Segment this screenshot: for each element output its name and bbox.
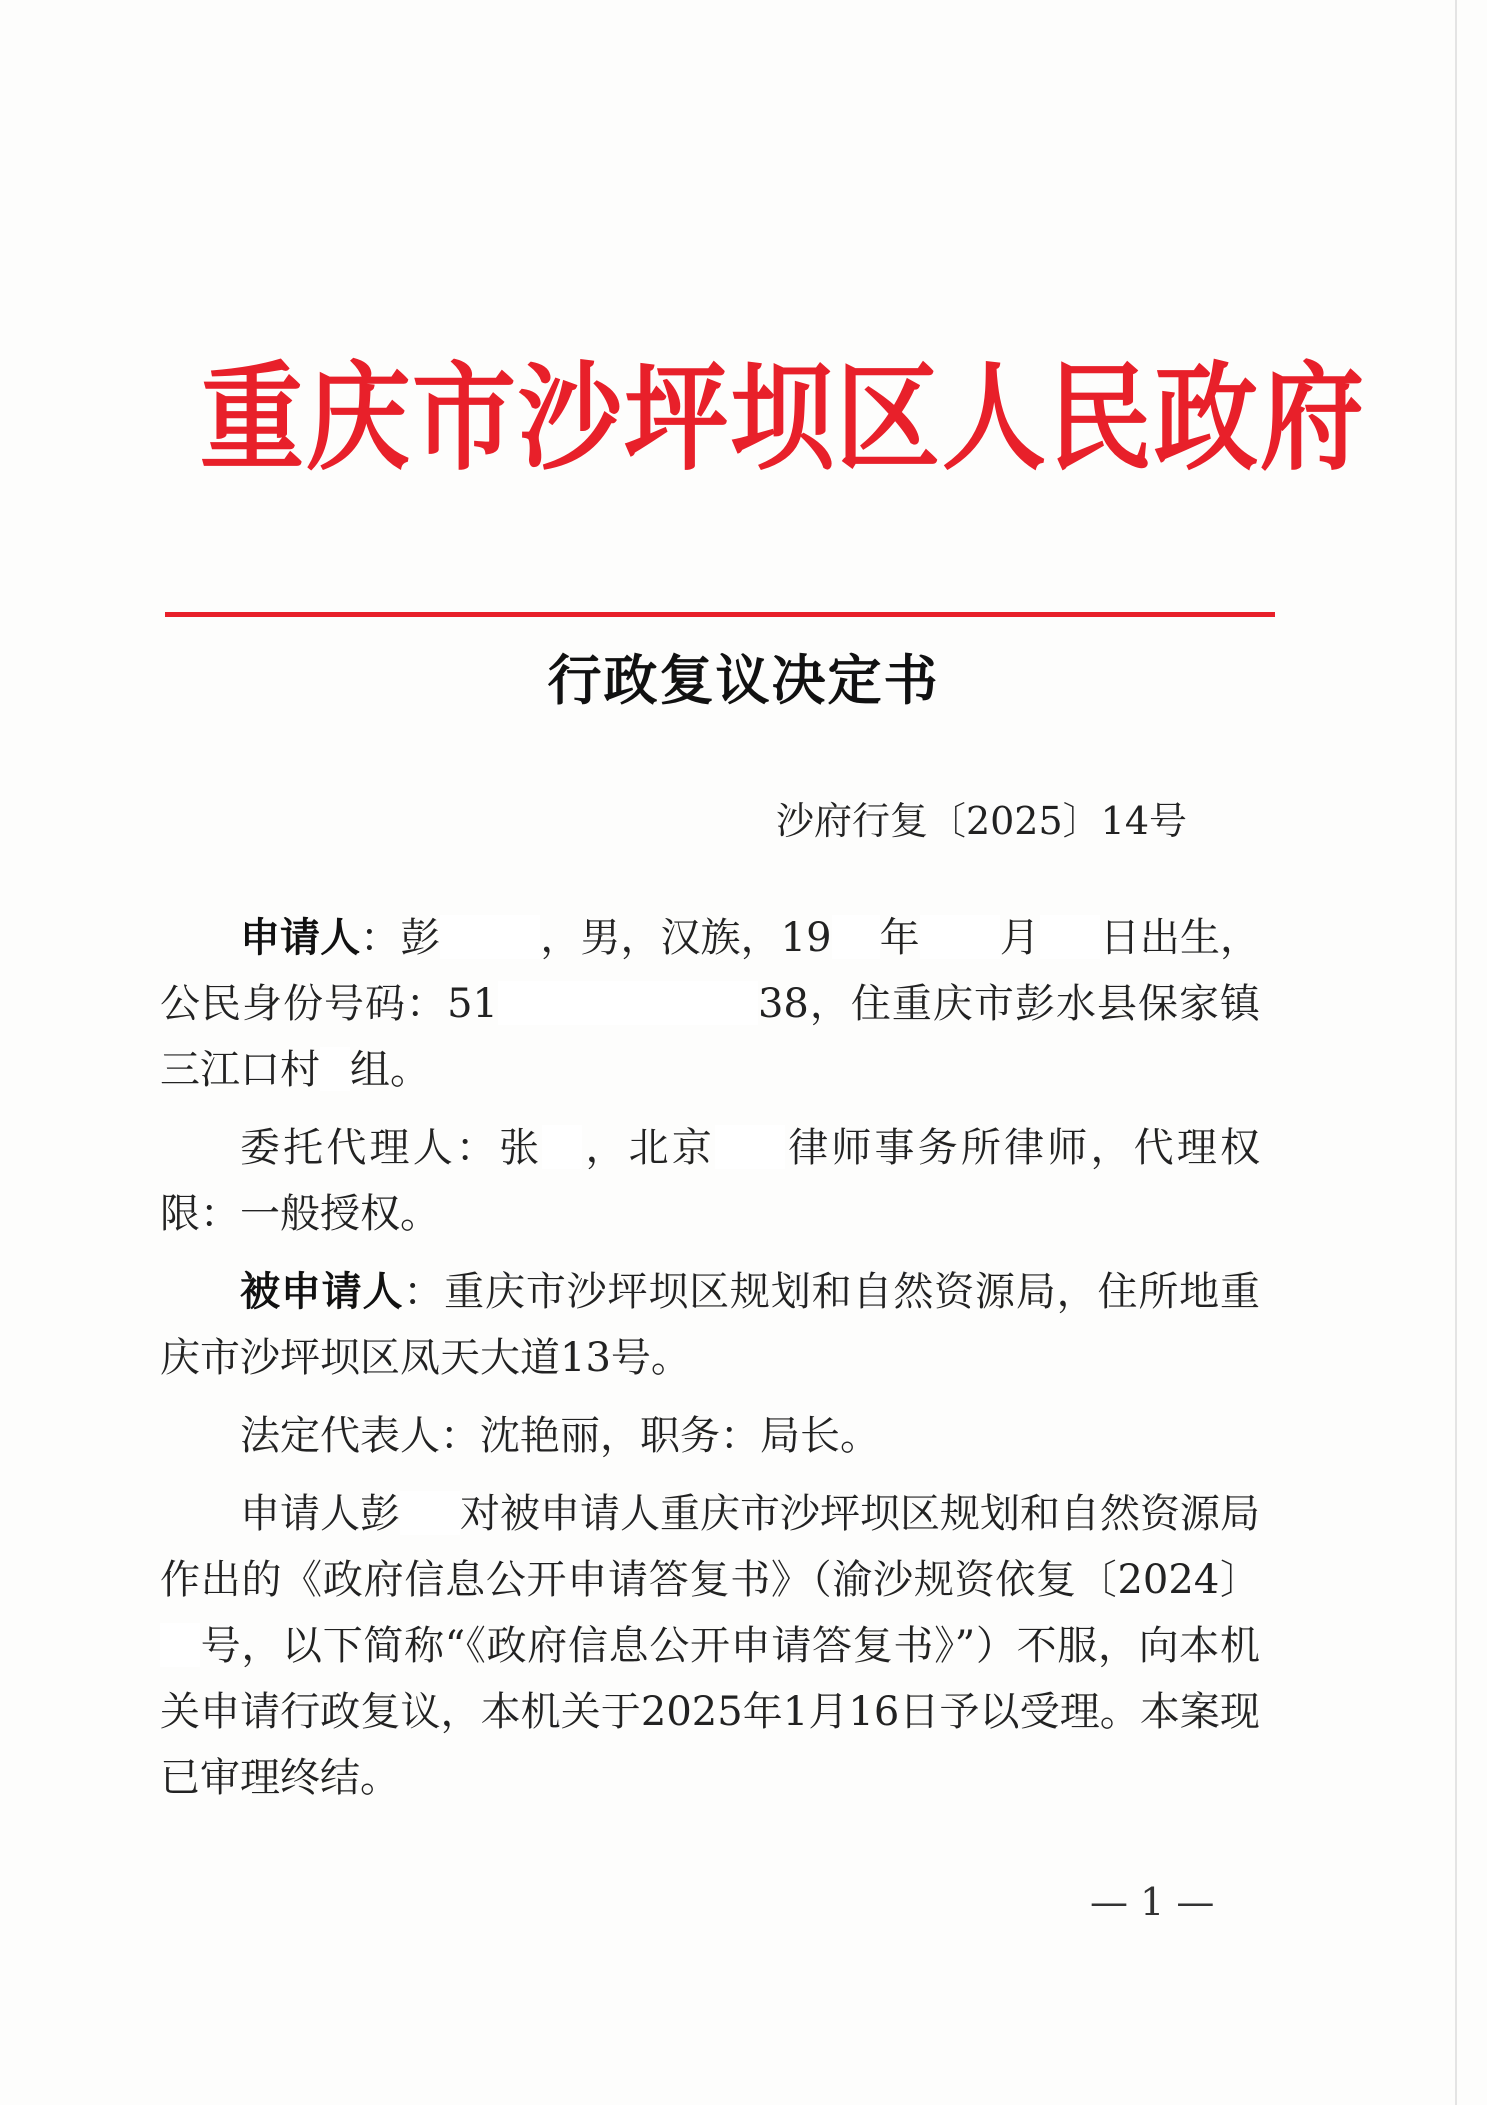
redaction-box [320,1047,350,1091]
page-edge-line [1455,0,1457,2105]
summary-text-2: 对被申请人重庆市沙坪坝区规划和自然资源局作出的《政府信息公开申请答复书》（渝沙规资依复〔2024〕 [160,1491,1260,1603]
document-body [160,905,1260,1811]
redaction-box [498,981,758,1025]
applicant-text-2: ，男，汉族，19 [540,915,832,961]
redaction-box [542,1125,582,1169]
document-number: 沙府行复〔2025〕14号 [775,799,1187,843]
respondent-paragraph [160,1259,1260,1391]
respondent-label: 被申请人 [240,1268,404,1315]
redaction-box [1040,915,1100,959]
respondent-text: ：重庆市沙坪坝区规划和自然资源局，住所地重庆市沙坪坝区凤天大道13号。 [160,1269,1261,1381]
summary-text-3: 号，以下简称“《政府信息公开申请答复书》”）不服，向本机关申请行政复议，本机关于2025年1月16日予以受理。本案现已审理终结。 [160,1623,1260,1801]
applicant-text-7: 组。 [350,1047,430,1093]
applicant-text-5: 日出生，公民身份号码：51 [160,915,1260,1027]
agent-paragraph [160,1115,1260,1247]
applicant-text-4: 月 [999,915,1040,961]
redaction-box [400,1491,460,1535]
redaction-box [920,915,1000,959]
summary-text-1: 申请人彭 [240,1491,400,1537]
agent-text-1: 委托代理人：张 [240,1125,543,1171]
red-header-rule [165,612,1275,617]
applicant-text-6: 38，住重庆市彭水县保家镇三江口村 [160,981,1260,1093]
applicant-text-3: 年 [879,915,920,961]
applicant-text-1: ：彭 [360,915,441,961]
issuing-authority-header: 重庆市沙坪坝区人民政府 [200,348,1367,487]
redaction-box [160,1623,200,1667]
case-summary-paragraph [160,1481,1260,1811]
legal-representative-paragraph: 法定代表人：沈艳丽，职务：局长。 [240,1413,880,1459]
redaction-box [715,1125,785,1169]
applicant-label: 申请人 [240,914,361,961]
agent-text-2: ，北京 [582,1125,716,1171]
page-number: — 1 — [1090,1880,1215,1924]
agent-text-3: 律师事务所律师，代理权限：一般授权。 [160,1125,1261,1237]
document-title: 行政复议决定书 [547,648,940,712]
redaction-box [832,915,880,959]
applicant-paragraph [160,905,1260,1103]
redaction-box [440,915,540,959]
